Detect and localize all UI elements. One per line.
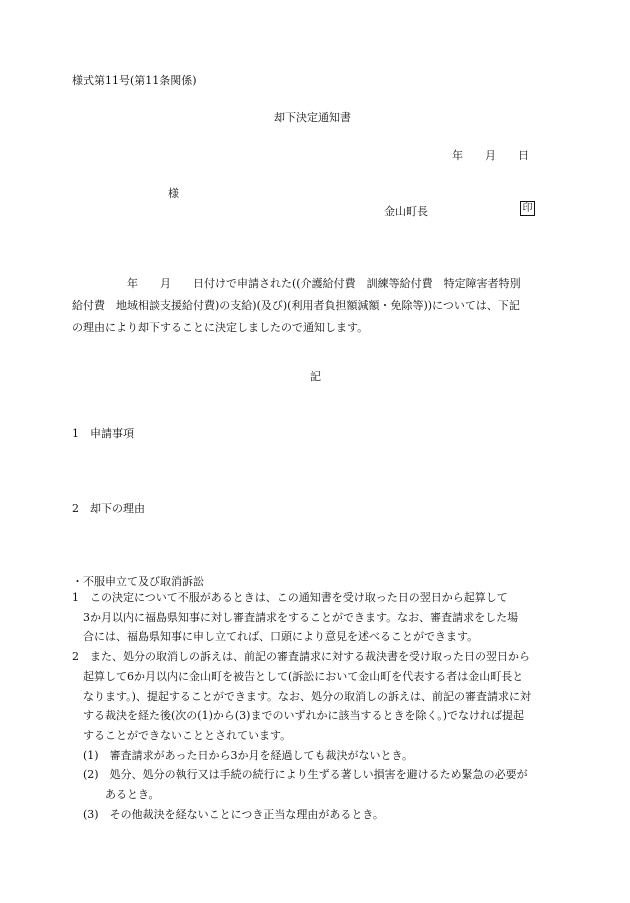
ki-heading: 記 (310, 370, 321, 383)
appeal-heading: ・不服申立て及び取消訴訟 (72, 575, 204, 588)
addressee-suffix: 様 (168, 187, 179, 200)
appeal-line: (1) 審査請求があった日から3か月を経過しても裁決がないとき。 (72, 748, 414, 762)
issuer-name: 金山町長 (384, 205, 428, 218)
appeal-line: あるとき。 (72, 788, 160, 802)
body-line: の理由により却下することに決定しましたので通知します。 (72, 321, 369, 334)
appeal-line: (3) その他裁決を経ないことにつき正当な理由があるとき。 (72, 807, 384, 821)
date-line: 年 月 日 (452, 149, 529, 162)
appeal-line: 合には、福島県知事に申し立てれば、口頭により意見を述べることができます。 (72, 630, 479, 644)
appeal-line: 1 この決定について不服があるときは、この通知書を受け取った日の翌日から起算して (72, 591, 508, 604)
seal-mark: 印 (520, 201, 535, 216)
form-number: 様式第11号(第11条関係) (72, 74, 197, 87)
section-application-item: 1 申請事項 (72, 427, 134, 440)
appeal-line: する裁決を経た後(次の(1)から(3)までのいずれかに該当するときを除く。)でなければ提起 (72, 709, 525, 723)
body-paragraph (72, 273, 562, 339)
appeal-line: 3か月以内に福島県知事に対し審査請求をすることができます。なお、審査請求をした場 (72, 610, 519, 624)
appeal-line: なります。)、提起することができます。なお、処分の取消しの訴えは、前記の審査請求に対 (72, 689, 532, 703)
appeal-line: (2) 処分、処分の執行又は手続の続行により生ずる著しい損害を避けるため緊急の必要が (72, 768, 528, 782)
document-title: 却下決定通知書 (274, 111, 351, 124)
body-line: 給付費 地域相談支援給付費)の支給)(及び)(利用者負担額減額・免除等))については、下記 (72, 299, 520, 312)
appeal-line: 2 また、処分の取消しの訴えは、前記の審査請求に対する裁決書を受け取った日の翌日から (72, 650, 530, 664)
appeal-line: することができないこととされています。 (72, 728, 292, 742)
body-line: 年 月 日付けで申請された((介護給付費 訓練等給付費 特定障害者特別 (72, 277, 521, 290)
section-rejection-reason: 2 却下の理由 (72, 502, 145, 515)
appeal-notice (72, 588, 531, 824)
appeal-line: 起算して6か月以内に金山町を被告として(訴訟において金山町を代表する者は金山町長と (72, 669, 524, 683)
